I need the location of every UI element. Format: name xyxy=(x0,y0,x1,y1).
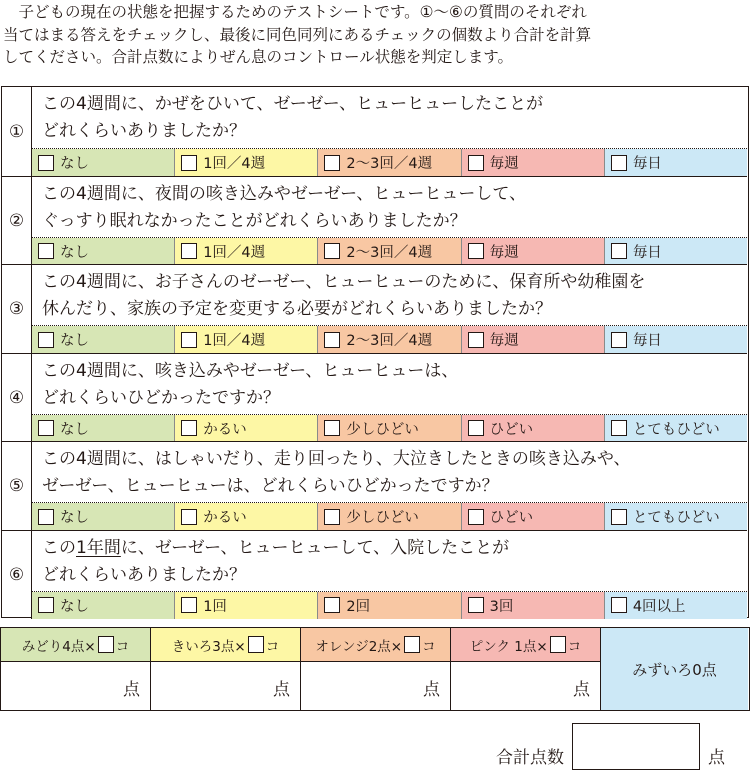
option-label: 少しひどい xyxy=(346,510,419,526)
question-line: ゼーゼー、ヒューヒューは、どれくらいひどかったですか？ xyxy=(42,476,499,496)
option-green[interactable] xyxy=(32,326,174,353)
answer-options xyxy=(32,591,747,619)
checkbox[interactable] xyxy=(324,420,340,436)
answer-options xyxy=(32,148,747,176)
question-line: この4週間に、咳き込みやゼーゼー、ヒューヒューは、 xyxy=(42,360,459,381)
option-label: なし xyxy=(60,156,89,172)
count-suffix: コ xyxy=(115,638,130,655)
checkbox[interactable] xyxy=(611,332,627,348)
score-label: ピンク 1点× xyxy=(469,638,548,655)
answer-options xyxy=(32,237,747,265)
question-row-1 xyxy=(2,87,747,176)
option-label: 少しひどい xyxy=(346,421,419,438)
checkbox[interactable] xyxy=(611,243,627,259)
score-orange xyxy=(301,628,451,710)
question-row-5 xyxy=(2,441,747,530)
option-label: 毎週 xyxy=(489,333,519,349)
option-blue[interactable] xyxy=(604,592,747,619)
question-row-2 xyxy=(2,176,747,265)
question-text xyxy=(42,91,543,145)
instruction-line: してください。合計点数によりぜん息のコントロール状態を判定します。 xyxy=(3,48,513,66)
option-orange[interactable] xyxy=(317,326,460,353)
checkbox[interactable] xyxy=(611,509,627,525)
option-orange[interactable] xyxy=(317,592,460,619)
question-row-4 xyxy=(2,353,747,442)
option-label: とてもひどい xyxy=(632,510,720,526)
option-label: なし xyxy=(60,421,89,438)
total-input-box[interactable] xyxy=(572,723,700,770)
option-label: 2〜3回／4週 xyxy=(346,244,433,261)
option-green[interactable] xyxy=(32,238,174,265)
question-line: 休んだり、家族の予定を変更する必要がどれくらいありましたか？ xyxy=(42,299,552,319)
option-green[interactable] xyxy=(32,503,174,530)
question-text xyxy=(42,446,630,500)
checkbox[interactable] xyxy=(38,155,54,171)
checkbox[interactable] xyxy=(468,243,484,259)
question-line: この4週間に、かぜをひいて、ゼーゼー、ヒューヒューしたことが xyxy=(42,94,544,114)
option-label: ひどい xyxy=(489,421,534,438)
option-orange[interactable] xyxy=(317,415,460,442)
option-blue[interactable] xyxy=(604,238,747,265)
option-label: 1回／4週 xyxy=(203,333,266,349)
count-box[interactable] xyxy=(98,636,114,653)
question-line-end: に、ゼーゼー、ヒューヒューして、入院したことが xyxy=(120,537,510,558)
instruction-line: 当てはまる答えをチェックし、最後に同色同列にあるチェックの個数より合計を計算 xyxy=(3,25,592,44)
option-label: とてもひどい xyxy=(632,421,720,438)
option-label: ひどい xyxy=(489,510,534,526)
option-yellow[interactable] xyxy=(174,326,317,353)
option-green[interactable] xyxy=(32,415,174,442)
answer-options xyxy=(32,502,747,530)
score-yellow xyxy=(151,628,301,710)
checkbox[interactable] xyxy=(611,155,627,171)
option-orange[interactable] xyxy=(317,149,460,176)
count-box[interactable] xyxy=(404,636,420,653)
option-label: 毎週 xyxy=(489,156,519,172)
question-line: どれくらいありましたか？ xyxy=(42,121,246,141)
question-number: ① xyxy=(2,87,32,176)
option-label: なし xyxy=(60,510,89,526)
option-pink[interactable] xyxy=(461,592,604,619)
score-green xyxy=(1,628,151,710)
instruction-line: 子どもの現在の状態を把握するためのテストシートです。①〜⑥の質問のそれぞれ xyxy=(18,3,587,21)
question-number: ④ xyxy=(2,354,32,442)
score-label: きいろ3点× xyxy=(171,638,246,655)
question-line: この4週間に、夜間の咳き込みやゼーゼー、ヒューヒューして、 xyxy=(42,183,527,204)
option-green[interactable] xyxy=(32,592,174,619)
count-suffix: コ xyxy=(567,638,582,655)
checkbox[interactable] xyxy=(181,509,197,525)
checkbox[interactable] xyxy=(611,597,627,613)
option-blue[interactable] xyxy=(604,503,747,530)
question-line: どれくらいありましたか？ xyxy=(42,564,246,585)
answer-options xyxy=(32,325,747,353)
option-label: 毎日 xyxy=(632,333,662,349)
checkbox[interactable] xyxy=(324,155,340,171)
option-label: 1回／4週 xyxy=(203,244,266,261)
underlined-period: 1年間 xyxy=(76,537,121,558)
checkbox[interactable] xyxy=(324,597,340,613)
option-yellow[interactable] xyxy=(174,592,317,619)
question-line xyxy=(42,535,509,562)
option-label: かるい xyxy=(203,510,247,526)
instructions xyxy=(3,1,748,69)
option-blue[interactable] xyxy=(604,415,747,442)
checkbox[interactable] xyxy=(324,243,340,259)
question-text xyxy=(42,269,645,323)
score-pink xyxy=(451,628,601,710)
checkbox[interactable] xyxy=(181,155,197,171)
question-row-3 xyxy=(2,264,747,353)
total-label: 合計点数 xyxy=(496,748,564,768)
checkbox[interactable] xyxy=(468,597,484,613)
option-label: 1回 xyxy=(203,598,227,615)
checkbox[interactable] xyxy=(38,597,54,613)
option-label: 2回 xyxy=(346,598,371,615)
checkbox[interactable] xyxy=(181,332,197,348)
option-yellow[interactable] xyxy=(174,149,317,176)
count-box[interactable] xyxy=(248,636,264,653)
score-label: みどり4点× xyxy=(21,638,96,655)
question-line: この4週間に、はしゃいだり、走り回ったり、大泣きしたときの咳き込みや、 xyxy=(42,449,631,469)
question-line-start: この xyxy=(42,537,76,558)
total-unit: 点 xyxy=(708,748,725,768)
answer-options xyxy=(32,414,747,442)
question-text xyxy=(42,535,509,589)
count-box[interactable] xyxy=(550,636,566,653)
question-text xyxy=(42,358,458,412)
option-label: 2〜3回／4週 xyxy=(346,333,433,349)
checkbox[interactable] xyxy=(468,420,484,436)
question-number: ⑤ xyxy=(2,442,32,530)
question-number: ⑥ xyxy=(2,531,32,619)
total-score xyxy=(496,722,725,770)
option-blue[interactable] xyxy=(604,149,747,176)
option-yellow[interactable] xyxy=(174,415,317,442)
option-label: かるい xyxy=(203,421,247,438)
question-text xyxy=(42,181,526,235)
score-header xyxy=(451,628,600,662)
score-blue xyxy=(601,628,748,710)
score-header xyxy=(1,628,150,662)
option-pink[interactable] xyxy=(461,238,604,265)
checkbox[interactable] xyxy=(181,597,197,613)
option-blue[interactable] xyxy=(604,326,747,353)
option-label: なし xyxy=(60,244,89,261)
option-label: なし xyxy=(60,333,89,349)
points-unit: 点 xyxy=(423,680,440,700)
checkbox[interactable] xyxy=(38,509,54,525)
checkbox[interactable] xyxy=(468,155,484,171)
checkbox[interactable] xyxy=(38,332,54,348)
option-pink[interactable] xyxy=(461,326,604,353)
option-label: 毎日 xyxy=(632,244,662,261)
score-label: オレンジ2点× xyxy=(315,638,403,655)
question-line: ぐっすり眠れなかったことがどれくらいありましたか？ xyxy=(42,210,467,231)
question-number: ③ xyxy=(2,265,32,353)
checkbox[interactable] xyxy=(468,509,484,525)
checkbox[interactable] xyxy=(181,243,197,259)
checkbox[interactable] xyxy=(611,420,627,436)
checkbox[interactable] xyxy=(324,332,340,348)
option-label: 3回 xyxy=(489,598,514,615)
question-line: どれくらいひどかったですか？ xyxy=(42,387,280,408)
option-green[interactable] xyxy=(32,149,174,176)
points-unit: 点 xyxy=(573,680,590,700)
option-pink[interactable] xyxy=(461,415,604,442)
option-orange[interactable] xyxy=(317,238,460,265)
checkbox[interactable] xyxy=(181,420,197,436)
option-label: 1回／4週 xyxy=(203,156,266,172)
checkbox[interactable] xyxy=(38,243,54,259)
points-unit: 点 xyxy=(273,680,290,700)
score-header xyxy=(151,628,300,662)
option-label: 4回以上 xyxy=(632,598,686,615)
score-label: みずいろ0点 xyxy=(632,660,717,679)
option-label: 毎日 xyxy=(632,156,662,172)
count-suffix: コ xyxy=(265,638,280,655)
score-table xyxy=(0,627,750,711)
option-label: なし xyxy=(60,598,89,615)
option-orange[interactable] xyxy=(317,503,460,530)
option-pink[interactable] xyxy=(461,149,604,176)
question-line: この4週間に、お子さんのゼーゼー、ヒューヒューのために、保育所や幼稚園を xyxy=(42,272,646,292)
checkbox[interactable] xyxy=(324,509,340,525)
question-table xyxy=(1,86,749,618)
score-header xyxy=(301,628,450,662)
checkbox[interactable] xyxy=(468,332,484,348)
option-pink[interactable] xyxy=(461,503,604,530)
count-suffix: コ xyxy=(422,638,436,655)
option-yellow[interactable] xyxy=(174,503,317,530)
option-label: 毎週 xyxy=(489,244,519,261)
option-label: 2〜3回／4週 xyxy=(346,156,433,172)
question-row-6 xyxy=(2,530,747,619)
option-yellow[interactable] xyxy=(174,238,317,265)
question-number: ② xyxy=(2,177,32,265)
points-unit: 点 xyxy=(123,680,140,700)
checkbox[interactable] xyxy=(38,420,54,436)
